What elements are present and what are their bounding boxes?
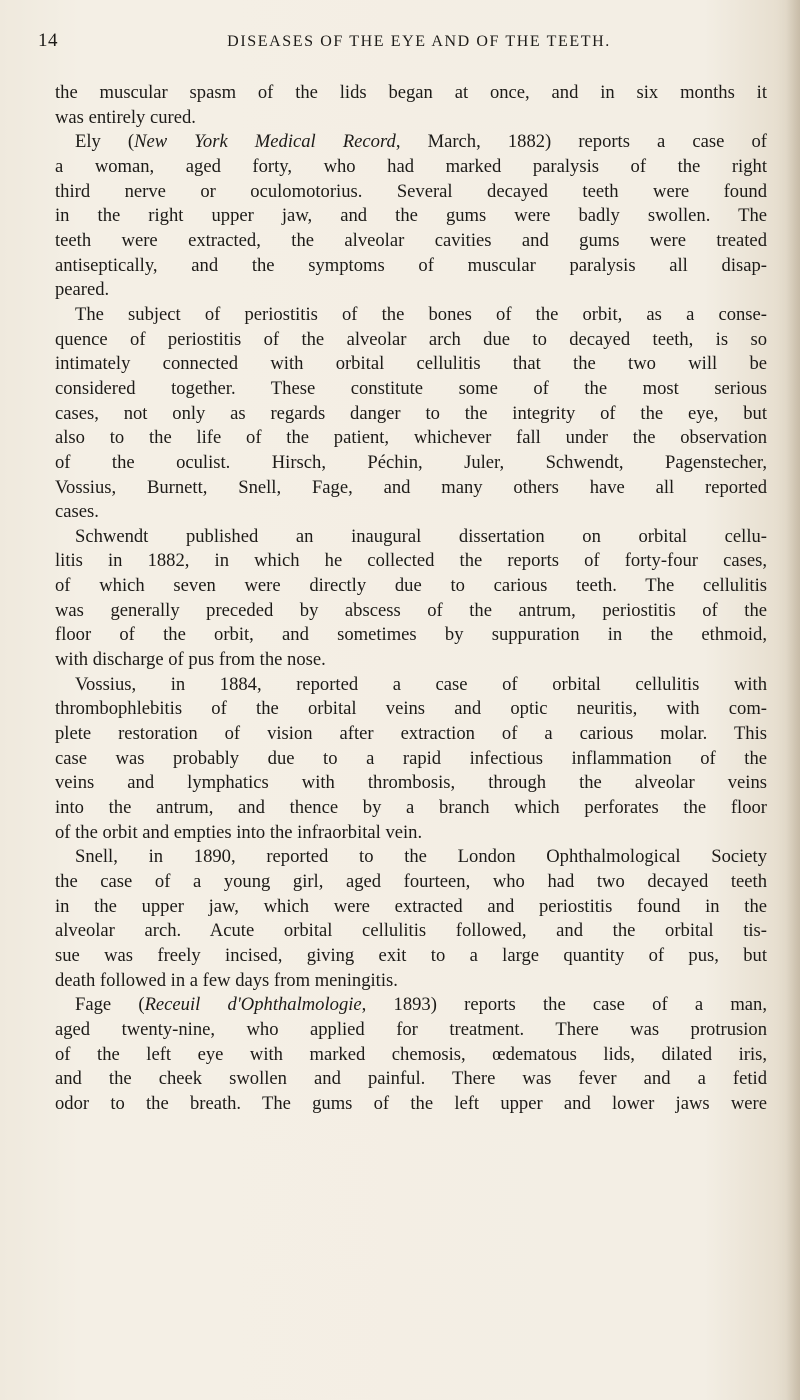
text-line: with discharge of pus from the nose.: [55, 649, 326, 671]
text-line: litis in 1882, in which he collected the reports of forty-four cases,: [55, 550, 767, 572]
text-line: Fage (Receuil d'Ophthalmologie, 1893) reports the case of a man,: [75, 994, 767, 1016]
text-line: the case of a young girl, aged fourteen, who had two decayed teeth: [55, 871, 767, 892]
text-line: thrombophlebitis of the orbital veins and optic neuritis, with com-: [55, 698, 767, 720]
text-line: Vossius, in 1884, reported a case of orbital cellulitis with: [75, 673, 767, 695]
text-line: third nerve or oculomotorius. Several decayed teeth were found: [55, 180, 767, 202]
text-line: quence of periostitis of the alveolar arch due to decayed teeth, is so: [55, 328, 767, 350]
text-line: a woman, aged forty, who had marked paralysis of the right: [55, 155, 767, 177]
text-line: odor to the breath. The gums of the left upper and lower jaws were: [55, 1092, 767, 1114]
text-line: alveolar arch. Acute orbital cellulitis followed, and the orbital tis-: [55, 920, 767, 942]
text-line: Vossius, Burnett, Snell, Fage, and many others have all reported: [55, 476, 767, 498]
text-line: the muscular spasm of the lids began at once, and in six months it: [55, 82, 767, 103]
text-line: death followed in a few days from meningitis.: [55, 969, 398, 991]
text-line: plete restoration of vision after extraction of a carious molar. This: [55, 723, 767, 745]
text-line: considered together. These constitute some of the most serious: [55, 377, 767, 399]
text-line: antiseptically, and the symptoms of muscular paralysis all disap-: [55, 254, 767, 276]
text-line: into the antrum, and thence by a branch which perforates the floor: [55, 797, 767, 819]
text-line: of the oculist. Hirsch, Péchin, Juler, Schwendt, Pagenstecher,: [55, 451, 767, 473]
text-line: cases, not only as regards danger to the integrity of the eye, but: [55, 402, 767, 424]
paragraph: [55, 303, 767, 525]
text-line: peared.: [55, 279, 110, 301]
text-line: of which seven were directly due to carious teeth. The cellulitis: [55, 575, 767, 597]
text-line: teeth were extracted, the alveolar cavities and gums were treated: [55, 229, 767, 251]
text-line: The subject of periostitis of the bones of the orbit, as a conse-: [75, 303, 767, 325]
text-line: of the orbit and empties into the infraorbital vein.: [55, 821, 423, 843]
text-line: Snell, in 1890, reported to the London Ophthalmological Society: [75, 846, 767, 868]
text-line: intimately connected with orbital cellulitis that the two will be: [55, 353, 767, 375]
text-line: was entirely cured.: [55, 106, 196, 128]
text-line: floor of the orbit, and sometimes by suppuration in the ethmoid,: [55, 624, 767, 646]
text-line: veins and lymphatics with thrombosis, through the alveolar veins: [55, 772, 767, 794]
paragraph: [55, 993, 767, 1116]
paragraph: [55, 81, 767, 130]
text-line: sue was freely incised, giving exit to a large quantity of pus, but: [55, 944, 767, 966]
text-line: Schwendt published an inaugural dissertation on orbital cellu-: [75, 525, 767, 547]
page-number: 14: [38, 30, 58, 51]
text-line: in the right upper jaw, and the gums were badly swollen. The: [55, 205, 767, 227]
running-title: DISEASES OF THE EYE AND OF THE TEETH.: [227, 33, 611, 50]
text-line: and the cheek swollen and painful. There was fever and a fetid: [55, 1068, 767, 1090]
text-line: aged twenty-nine, who applied for treatment. There was protrusion: [55, 1018, 767, 1040]
paragraph: [55, 130, 767, 303]
text-line: case was probably due to a rapid infectious inflammation of the: [55, 747, 767, 769]
text-line: Ely (New York Medical Record, March, 1882) reports a case of: [75, 131, 767, 153]
page-header: [38, 30, 760, 60]
text-line: in the upper jaw, which were extracted and periostitis found in the: [55, 895, 767, 917]
text-line: also to the life of the patient, whichever fall under the observation: [55, 427, 767, 449]
paragraph: [55, 673, 767, 846]
page-edge-shadow: [786, 0, 800, 1400]
body-text: [55, 81, 767, 1117]
text-line: was generally preceded by abscess of the antrum, periostitis of the: [55, 599, 767, 621]
text-line: cases.: [55, 501, 99, 523]
paragraph: [55, 845, 767, 993]
text-line: of the left eye with marked chemosis, œdematous lids, dilated iris,: [55, 1043, 767, 1065]
paragraph: [55, 525, 767, 673]
